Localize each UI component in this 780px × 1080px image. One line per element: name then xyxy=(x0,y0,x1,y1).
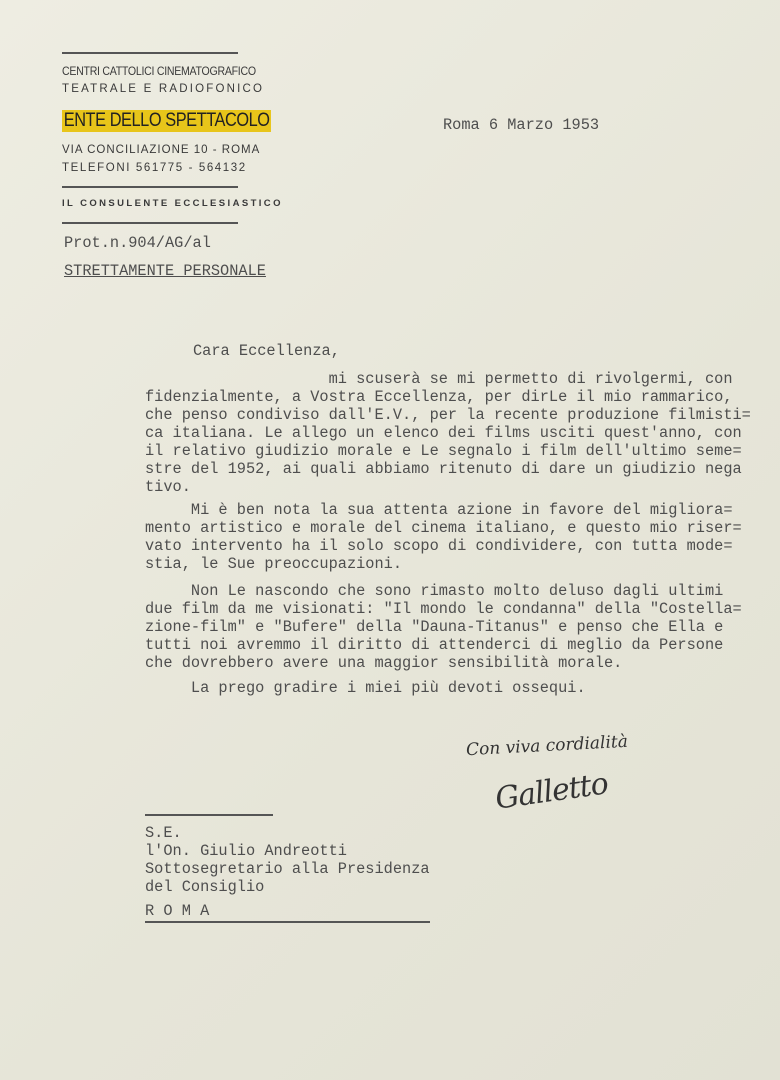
letterhead-phones: TELEFONI 561775 - 564132 xyxy=(62,162,247,174)
recipient-line: l'On. Giulio Andreotti xyxy=(145,842,347,860)
paragraph-1 xyxy=(145,370,751,496)
text-line: mento artistico e morale del cinema italiano, e questo mio riser= xyxy=(145,519,742,537)
letterhead-office: IL CONSULENTE ECCLESIASTICO xyxy=(62,198,283,209)
text-line: Non Le nascondo che sono rimasto molto deluso dagli ultimi xyxy=(145,582,724,600)
text-line: che penso condiviso dall'E.V., per la recente produzione filmisti= xyxy=(145,406,751,424)
text-line: fidenzialmente, a Vostra Eccellenza, per dirLe il mio rammarico, xyxy=(145,388,733,406)
letterhead-org-name: ENTE DELLO SPETTACOLO xyxy=(63,110,270,131)
text-line: il relativo giudizio morale e Le segnalo i film dell'ultimo seme= xyxy=(145,442,742,460)
letterhead-address: VIA CONCILIAZIONE 10 - ROMA xyxy=(62,144,261,156)
letterhead-rule xyxy=(62,222,238,224)
protocol-number: Prot.n.904/AG/al xyxy=(64,234,211,252)
recipient-block xyxy=(145,824,430,920)
paragraph-3 xyxy=(145,582,742,672)
confidential-label: STRETTAMENTE PERSONALE xyxy=(64,262,266,280)
letter-date: Roma 6 Marzo 1953 xyxy=(443,116,600,134)
text-line: due film da me visionati: "Il mondo le condanna" della "Costella= xyxy=(145,600,742,618)
recipient-city: R O M A xyxy=(145,902,210,920)
paragraph-closing xyxy=(145,679,586,697)
text-line: zione-film" e "Bufere" della "Dauna-Titanus" e penso che Ella e xyxy=(145,618,724,636)
recipient-line: Sottosegretario alla Presidenza xyxy=(145,860,430,878)
letterhead-rule xyxy=(62,52,238,54)
letterhead-line1: CENTRI CATTOLICI CINEMATOGRAFICO xyxy=(62,66,256,78)
paragraph-2 xyxy=(145,501,742,573)
text-line: stia, le Sue preoccupazioni. xyxy=(145,555,403,573)
recipient-line: S.E. xyxy=(145,824,182,842)
letterhead-rule xyxy=(62,186,238,188)
text-line: stre del 1952, ai quali abbiamo ritenuto di dare un giudizio nega xyxy=(145,460,742,478)
text-line: ca italiana. Le allego un elenco dei films usciti quest'anno, con xyxy=(145,424,742,442)
text-line: Mi è ben nota la sua attenta azione in favore del migliora= xyxy=(145,501,733,519)
text-line: tutti noi avremmo il diritto di attenderci di meglio da Persone xyxy=(145,636,724,654)
text-line: che dovrebbero avere una maggior sensibilità morale. xyxy=(145,654,623,672)
text-line: La prego gradire i miei più devoti ossequi. xyxy=(145,679,586,697)
salutation: Cara Eccellenza, xyxy=(193,342,340,360)
recipient-line: del Consiglio xyxy=(145,878,265,896)
signature: Galletto xyxy=(493,766,610,817)
letterhead-line2: TEATRALE E RADIOFONICO xyxy=(62,83,265,95)
recipient-underline xyxy=(145,921,430,923)
text-line: tivo. xyxy=(145,478,191,496)
text-line: mi scuserà se mi permetto di rivolgermi, con xyxy=(145,370,733,388)
recipient-rule xyxy=(145,814,273,816)
handwritten-closing: Con viva cordialità xyxy=(465,731,629,761)
text-line: vato intervento ha il solo scopo di condividere, con tutta mode= xyxy=(145,537,733,555)
